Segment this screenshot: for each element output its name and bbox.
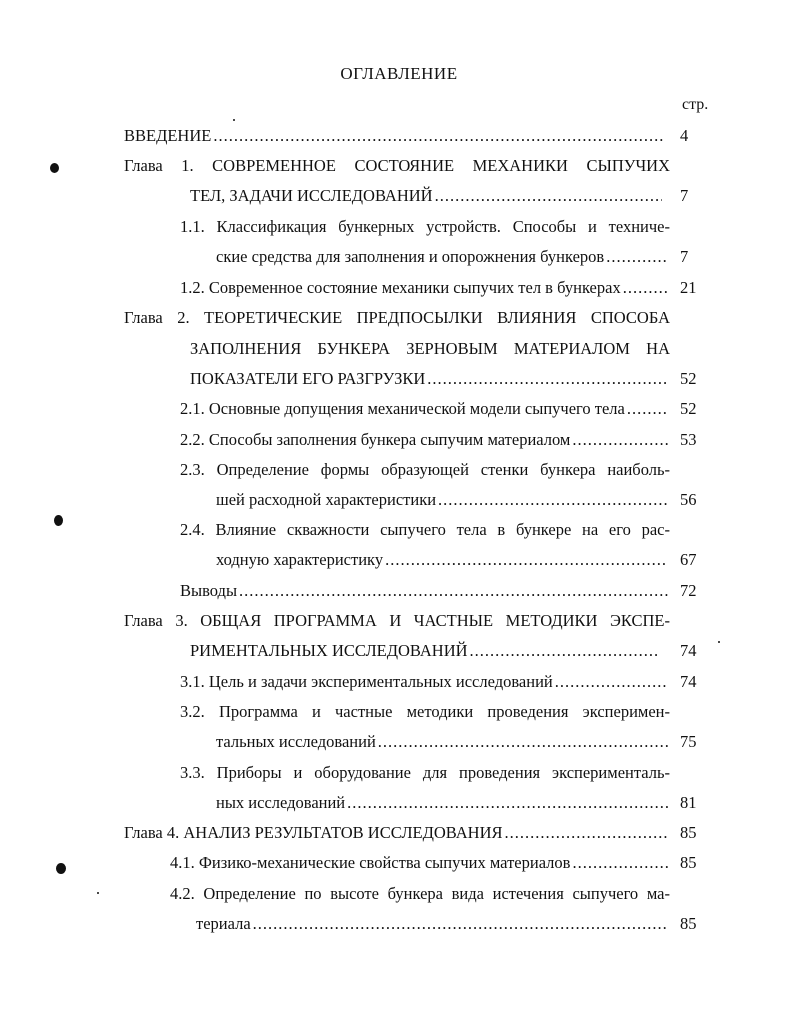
toc-entry-line[interactable]: ЗАПОЛНЕНИЯ БУНКЕРА ЗЕРНОВЫМ МАТЕРИАЛОМ НА: [190, 339, 670, 358]
pages-column-label: стр.: [682, 96, 709, 113]
toc-entry-text: ВВЕДЕНИЕ: [124, 126, 212, 145]
toc-entry-text: ТЕЛ, ЗАДАЧИ ИССЛЕДОВАНИЙ: [190, 186, 433, 205]
leader-dots: [438, 488, 668, 512]
toc-entry-line[interactable]: [216, 488, 668, 512]
leader-dots: [555, 670, 668, 694]
toc-page-number: 85: [680, 914, 697, 933]
toc-entry-line[interactable]: [196, 912, 668, 936]
toc-entry-text: РИМЕНТАЛЬНЫХ ИССЛЕДОВАНИЙ: [190, 641, 468, 660]
leader-dots: [572, 428, 668, 452]
leader-dots: [505, 821, 669, 845]
toc-entry-line[interactable]: [216, 730, 668, 754]
leader-dots: [427, 367, 668, 391]
toc-entry-line[interactable]: [190, 639, 660, 663]
leader-dots: [470, 639, 660, 663]
toc-entry-line[interactable]: [180, 579, 668, 603]
toc-entry-text: 2.2. Способы заполнения бункера сыпучим материалом: [180, 430, 571, 449]
toc-entry-line[interactable]: 3.2. Программа и частные методики проведения эксперимен-: [180, 702, 670, 721]
toc-entry-text: шей расходной характеристики: [216, 490, 437, 509]
leader-dots: [213, 124, 664, 148]
leader-dots: [253, 912, 668, 936]
leader-dots: [378, 730, 668, 754]
leader-dots: [435, 184, 662, 208]
toc-entry-line[interactable]: Глава 2. ТЕОРЕТИЧЕСКИЕ ПРЕДПОСЫЛКИ ВЛИЯНИЯ СПОСОБА: [124, 308, 670, 327]
toc-page-number: 7: [680, 247, 689, 266]
toc-entry-line[interactable]: [190, 367, 668, 391]
toc-entry-text: ПОКАЗАТЕЛИ ЕГО РАЗГРУЗКИ: [190, 369, 426, 388]
toc-entry-line[interactable]: [180, 276, 668, 300]
scan-speck: [233, 119, 235, 121]
toc-entry-line[interactable]: [216, 548, 668, 572]
toc-page-number: 72: [680, 581, 697, 600]
toc-entry-line[interactable]: [124, 821, 668, 845]
toc-entry-text: териала: [196, 914, 251, 933]
toc-entry-line[interactable]: 2.4. Влияние скважности сыпучего тела в бункере на его рас-: [180, 520, 670, 539]
toc-entry-text: ские средства для заполнения и опорожнения бункеров: [216, 247, 605, 266]
toc-page-number: 74: [680, 641, 697, 660]
toc-entry-line[interactable]: 4.2. Определение по высоте бункера вида истечения сыпучего ма-: [170, 884, 670, 903]
toc-entry-line[interactable]: [216, 245, 668, 269]
toc-entry-line[interactable]: [180, 670, 668, 694]
toc-entry-text: ходную характеристику: [216, 550, 384, 569]
leader-dots: [606, 245, 668, 269]
toc-entry-text: ных исследований: [216, 793, 346, 812]
toc-title: ОГЛАВЛЕНИЕ: [340, 64, 458, 83]
toc-page-number: 4: [680, 126, 689, 145]
scan-speck: [718, 641, 720, 643]
toc-entry-line[interactable]: [180, 428, 668, 452]
toc-entry-line[interactable]: [180, 397, 668, 421]
toc-entry-line[interactable]: Глава 1. СОВРЕМЕННОЕ СОСТОЯНИЕ МЕХАНИКИ СЫПУЧИХ: [124, 156, 670, 175]
scan-speck: [56, 863, 66, 874]
toc-page-number: 75: [680, 732, 697, 751]
leader-dots: [239, 579, 668, 603]
toc-page-number: 53: [680, 430, 697, 449]
toc-entry-text: тальных исследований: [216, 732, 376, 751]
toc-entry-line[interactable]: 3.3. Приборы и оборудование для проведения эксперименталь-: [180, 763, 670, 782]
toc-page-number: 21: [680, 278, 697, 297]
toc-entry-text: Выводы: [180, 581, 238, 600]
toc-entry-line[interactable]: 1.1. Классификация бункерных устройств. Способы и техниче-: [180, 217, 670, 236]
toc-entry-text: Глава 4. АНАЛИЗ РЕЗУЛЬТАТОВ ИССЛЕДОВАНИЯ: [124, 823, 503, 842]
leader-dots: [572, 851, 668, 875]
toc-entry-text: 3.1. Цель и задачи экспериментальных исследований: [180, 672, 553, 691]
scan-speck: [54, 515, 63, 526]
toc-entry-line[interactable]: Глава 3. ОБЩАЯ ПРОГРАММА И ЧАСТНЫЕ МЕТОДИКИ ЭКСПЕ-: [124, 611, 670, 630]
toc-page-number: 56: [680, 490, 697, 509]
toc-page-number: 74: [680, 672, 697, 691]
toc-entry-line[interactable]: [170, 851, 668, 875]
toc-page-number: 85: [680, 853, 697, 872]
leader-dots: [623, 276, 668, 300]
toc-page-number: 52: [680, 399, 697, 418]
toc-page-number: 67: [680, 550, 697, 569]
toc-entry-text: 1.2. Современное состояние механики сыпучих тел в бункерах: [180, 278, 621, 297]
toc-page-number: 81: [680, 793, 697, 812]
scan-speck: [50, 163, 59, 173]
toc-entry-line[interactable]: [216, 791, 668, 815]
toc-page-number: 52: [680, 369, 697, 388]
toc-entry-text: 2.1. Основные допущения механической модели сыпучего тела: [180, 399, 625, 418]
leader-dots: [347, 791, 668, 815]
toc-page-number: 7: [680, 186, 689, 205]
scan-speck: [97, 892, 99, 894]
toc-entry-text: 4.1. Физико-механические свойства сыпучих материалов: [170, 853, 571, 872]
leader-dots: [385, 548, 668, 572]
toc-page-number: 85: [680, 823, 697, 842]
toc-entry-line[interactable]: [190, 184, 662, 208]
leader-dots: [627, 397, 668, 421]
toc-entry-line[interactable]: [124, 124, 664, 148]
toc-entry-line[interactable]: 2.3. Определение формы образующей стенки бункера наиболь-: [180, 460, 670, 479]
